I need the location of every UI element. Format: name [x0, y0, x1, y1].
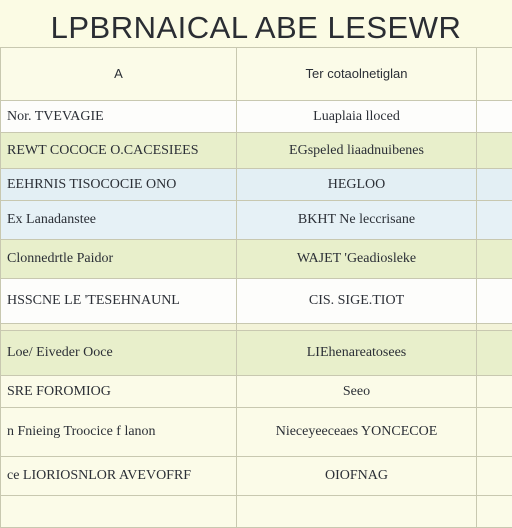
table-row [1, 240, 512, 279]
table-cell: EEHRNIS TISOCOCIE ONO [1, 169, 237, 201]
table-cell: REWT COCOCE O.CACESIEES [1, 133, 237, 169]
table-row [1, 133, 512, 169]
table-row [1, 101, 512, 133]
table-cell: Luaplaia lloced [237, 101, 477, 133]
table-cell: Nor. TVEVAGIE [1, 101, 237, 133]
table-cell: CIS. SIGE.TIOT [237, 279, 477, 324]
table-header-row [1, 48, 512, 101]
header-cell: Ter cotaolnetiglan [237, 48, 477, 101]
table-cell: SRE FOROMIOG [1, 376, 237, 408]
table-divider-row [1, 324, 512, 331]
table-cell [477, 324, 512, 331]
table-cell [477, 331, 512, 376]
table-row [1, 331, 512, 376]
header-cell [477, 48, 512, 101]
table-cell [477, 457, 512, 496]
table-cell: Seeo [237, 376, 477, 408]
table-cell: Clonnedrtle Paidor [1, 240, 237, 279]
table-cell [1, 324, 237, 331]
table-row [1, 279, 512, 324]
table-row [1, 201, 512, 240]
header-cell: A [1, 48, 237, 101]
table-cell: ce LIORIOSNLOR AVEVOFRF [1, 457, 237, 496]
table-cell: LIEhenareatosees [237, 331, 477, 376]
table-cell [477, 279, 512, 324]
table-cell [477, 101, 512, 133]
table-cell [477, 133, 512, 169]
table-cell: BKHT Ne leccrisane [237, 201, 477, 240]
table-cell [477, 169, 512, 201]
table-row [1, 169, 512, 201]
data-table [0, 47, 512, 528]
table-cell: HEGLOO [237, 169, 477, 201]
table-row [1, 376, 512, 408]
table-cell [477, 240, 512, 279]
table-row [1, 457, 512, 496]
table-cell [477, 201, 512, 240]
table-cell [477, 376, 512, 408]
table-cell: WAJET 'Geadiosleke [237, 240, 477, 279]
table-cell [237, 324, 477, 331]
table-cell: Ex Lanadanstee [1, 201, 237, 240]
page-title: LPBRNAICAL ABE LESEWR [0, 8, 512, 48]
table-cell: EGspeled liaadnuibenes [237, 133, 477, 169]
table-cell: n Fnieing Troocice f lanon [1, 408, 237, 457]
table-row [1, 408, 512, 457]
table-cell: OIOFNAG [237, 457, 477, 496]
table-cell: HSSCNE LE 'TESEHNAUNL [1, 279, 237, 324]
table-cell: Nieceyeeceaes YONCECOE [237, 408, 477, 457]
table-cell [477, 408, 512, 457]
table-cell: Loe/ Eiveder Ooce [1, 331, 237, 376]
